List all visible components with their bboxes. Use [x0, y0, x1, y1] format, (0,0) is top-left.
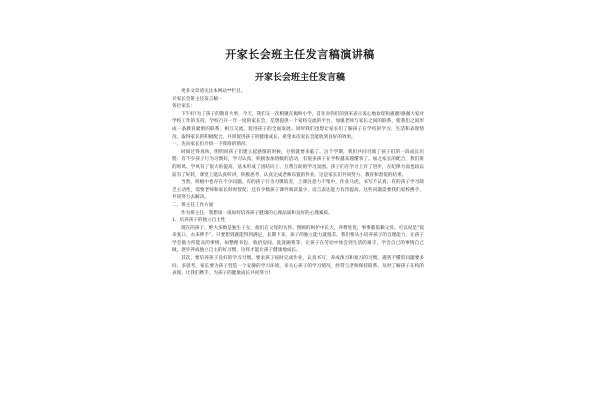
greeting: 各位家长： [172, 104, 195, 110]
paragraph: 当然，班级中也存在不少问题。有的孩子行为习惯较差，上课注意力不集中，作业马虎，书写不认真；有的孩子学习缺乏主动性，需要老师和家长时时督促；还有少数孩子课外阅读量少，语言表达能力有待提高。这些问题需要我们家校携手，共同努力去解决。 [172, 180, 424, 201]
paragraph: 作为班主任，我想谈一谈如何培养孩子健康的心理品质和良好的心理素质。 [181, 210, 333, 216]
document-body [172, 88, 424, 278]
document-title: 开家长会班主任发言稿演讲稿 [225, 48, 375, 61]
paragraph: 现在的孩子，绝大多数是独生子女，他们在父母的关怀、照顾的呵护中长大，养尊处优，事事都依赖父母。可以说是“饭来张口，衣来伸手”，只要想到就能得到满足，长期下来，孩子的独立能力就很差。我们要从小培养孩子的自理能力，让孩子学会做力所能及的事情，如整理书包、收拾房间、洗洗碗筷等，让孩子在劳动中体会到生活的艰辛，学会自己的事情自己做，逐步养成独立自主的好习惯，这样才能让孩子健康地成长。 [172, 225, 424, 254]
document-page [168, 40, 432, 400]
speech-label: 开家长会班主任发言稿一 [172, 96, 223, 102]
paragraph: 时间过得真快，明明同孩子们建立起感情的时候，分别就要来临了。这个学期，我们共同目睹了孩子们的一段成长历程：有不少孩子行为习惯好，学习认真，积极参加班级的活动，有很多孩子在学校越来越懂事了。加之家长的配合，我们班的班风、学风有了很大的提高，基本形成了团结向上、互帮互助的学习氛围。孩子们在学习上有了进步，在纪律方面也较以前有了好转，课堂上能认真听讲，积极思考，认真完成老师布置的作业。这是家长们共同努力、教育和督促的结果。 [172, 149, 424, 178]
paragraph: 下午好!为了孩子的教育大事，今天，我们又一次相聚在揭岭小学，首先对你们的到来表示衷心地欢迎和感谢!感谢大家对学校工作的支持。学校召开一年一度的家长会，是想提供一个家校交流的平台，加强老师与家长之间的联系，使我们之间形成一条教育紧密的联系，相互交流，促进孩子的全面发展。同时我们也想让家长们了解孩子在学校的学习、生活和表现情况，取得家长的积极配合，共同促进孩子的健康成长。希望本次家长会能收到良好的效果。 [172, 111, 424, 140]
paragraph: 其次，要培养孩子良好的学习习惯。要求孩子按时完成作业，认真书写，养成预习和复习的习惯，遇到不懂的问题要多问、多思考。家长要为孩子营造一个安静的学习环境，多关心孩子的学习情况，经常与老师保持联系，及时了解孩子在校的表现。让我们携手，为孩子的健康成长共同努力! [172, 256, 424, 277]
section-heading: 二、班主任工作方面 [172, 202, 214, 208]
sub-heading: 1、培养孩子的独立自主性 [172, 218, 226, 224]
section-heading: 一、先向家长们介绍一下我班的情况： [172, 142, 251, 148]
document-subtitle: 开家长会班主任发言稿 [254, 73, 345, 83]
intro-line: 更多文章请关注本网站**栏目。 [181, 89, 246, 94]
